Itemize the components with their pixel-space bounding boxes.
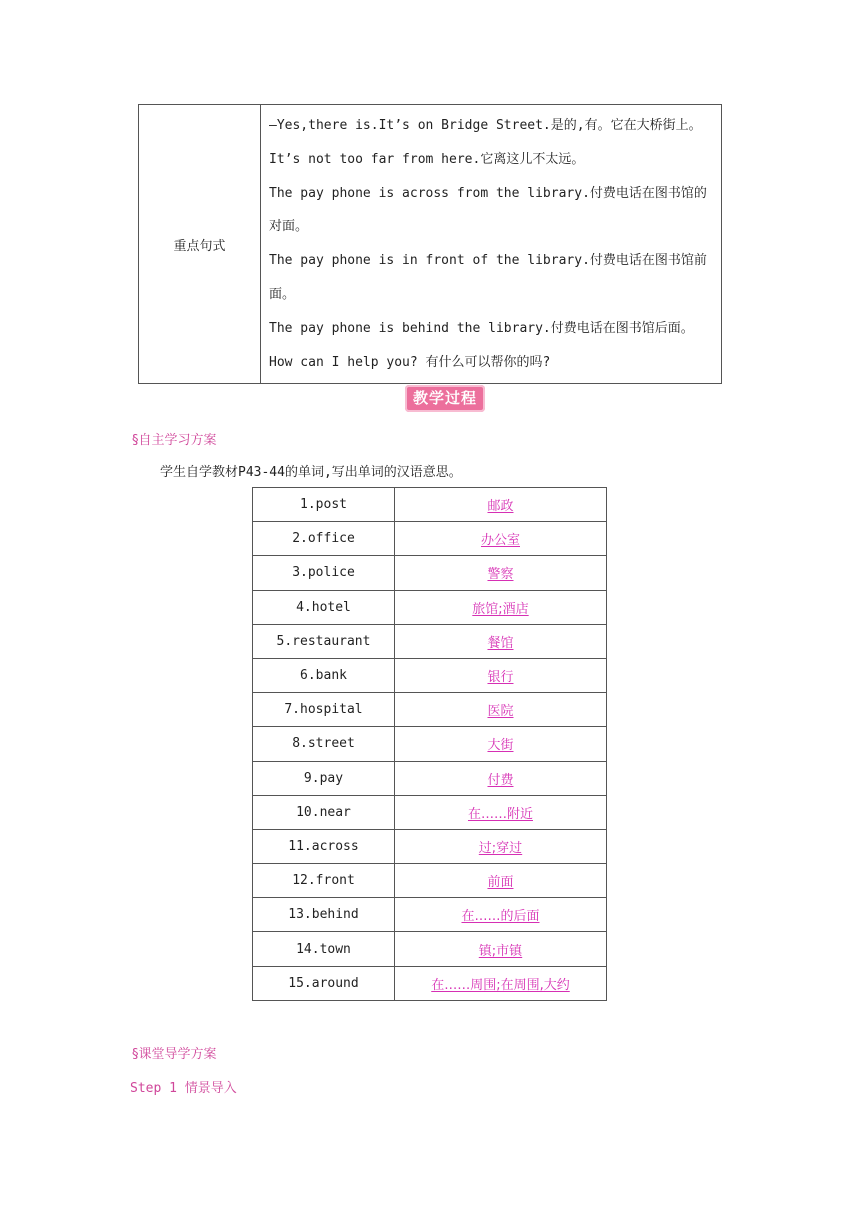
vocab-meaning: 付费	[487, 772, 514, 788]
sentence-line: The pay phone is behind the library.付费电话在图书馆后面。	[269, 320, 694, 336]
sentence-line: The pay phone is across from the library.付费电话在图书馆的	[269, 185, 707, 201]
vocab-row	[253, 693, 607, 727]
vocab-meaning-cell	[395, 522, 607, 556]
vocab-row	[253, 795, 607, 829]
vocab-meaning: 旅馆;酒店	[472, 601, 529, 617]
vocab-word: 11.across	[253, 829, 395, 863]
vocab-word: 6.bank	[253, 658, 395, 692]
vocab-meaning: 邮政	[487, 499, 514, 515]
vocab-table	[252, 487, 607, 1001]
self-study-instruction: 学生自学教材P43-44的单词,写出单词的汉语意思。	[160, 465, 462, 480]
vocab-meaning-cell	[395, 829, 607, 863]
vocab-row	[253, 522, 607, 556]
step-heading: Step 1 情景导入	[130, 1081, 237, 1096]
sentence-line: How can I help you? 有什么可以帮你的吗?	[269, 354, 551, 370]
vocab-word: 12.front	[253, 864, 395, 898]
key-sentences-content	[261, 105, 722, 384]
vocab-meaning-cell	[395, 693, 607, 727]
vocab-row	[253, 932, 607, 966]
vocab-word: 15.around	[253, 966, 395, 1000]
vocab-word: 8.street	[253, 727, 395, 761]
vocab-meaning: 银行	[487, 670, 514, 686]
vocab-word: 3.police	[253, 556, 395, 590]
vocab-word: 2.office	[253, 522, 395, 556]
vocab-word: 9.pay	[253, 761, 395, 795]
self-study-heading: §自主学习方案	[132, 433, 217, 448]
vocab-word: 7.hospital	[253, 693, 395, 727]
vocab-meaning: 过;穿过	[478, 840, 523, 856]
vocab-meaning-cell	[395, 932, 607, 966]
sentence-line: —Yes,there is.It’s on Bridge Street.是的,有。它在大桥街上。	[269, 118, 702, 133]
key-sentences-table	[138, 104, 722, 384]
vocab-row	[253, 556, 607, 590]
vocab-meaning-cell	[395, 556, 607, 590]
vocab-meaning: 餐馆	[487, 635, 514, 651]
vocab-meaning-cell	[395, 624, 607, 658]
classroom-heading: §课堂导学方案	[132, 1047, 217, 1062]
vocab-meaning-cell	[395, 488, 607, 522]
vocab-word: 5.restaurant	[253, 624, 395, 658]
vocab-row	[253, 829, 607, 863]
vocab-meaning: 在……周围;在周围,大约	[431, 977, 570, 993]
vocab-meaning-cell	[395, 864, 607, 898]
vocab-meaning: 警察	[487, 567, 514, 583]
vocab-row	[253, 898, 607, 932]
vocab-word: 14.town	[253, 932, 395, 966]
vocab-meaning: 镇;市镇	[478, 943, 523, 959]
vocab-meaning: 医院	[487, 704, 514, 720]
vocab-meaning: 在……附近	[467, 806, 533, 822]
vocab-meaning-cell	[395, 795, 607, 829]
vocab-row	[253, 658, 607, 692]
sentence-line: 对面。	[269, 219, 309, 235]
vocab-meaning-cell	[395, 898, 607, 932]
vocab-meaning-cell	[395, 727, 607, 761]
sentence-line: The pay phone is in front of the library.付费电话在图书馆前	[269, 253, 707, 269]
sentence-line: It’s not too far from here.它离这儿不太远。	[269, 151, 585, 167]
sentence-line: 面。	[269, 286, 296, 302]
vocab-word: 4.hotel	[253, 590, 395, 624]
vocab-meaning-cell	[395, 761, 607, 795]
vocab-meaning-cell	[395, 658, 607, 692]
vocab-word: 10.near	[253, 795, 395, 829]
key-sentences-label: 重点句式	[139, 105, 261, 384]
vocab-word: 13.behind	[253, 898, 395, 932]
vocab-row	[253, 727, 607, 761]
vocab-meaning: 办公室	[480, 533, 520, 549]
vocab-row	[253, 864, 607, 898]
vocab-row	[253, 966, 607, 1000]
vocab-meaning-cell	[395, 590, 607, 624]
vocab-meaning: 前面	[487, 875, 514, 891]
vocab-row	[253, 590, 607, 624]
vocab-row	[253, 761, 607, 795]
vocab-row	[253, 488, 607, 522]
vocab-row	[253, 624, 607, 658]
vocab-meaning-cell	[395, 966, 607, 1000]
vocab-word: 1.post	[253, 488, 395, 522]
teaching-process-banner: 教学过程	[405, 385, 485, 412]
vocab-meaning: 大街	[487, 738, 514, 754]
vocab-meaning: 在……的后面	[461, 909, 540, 925]
